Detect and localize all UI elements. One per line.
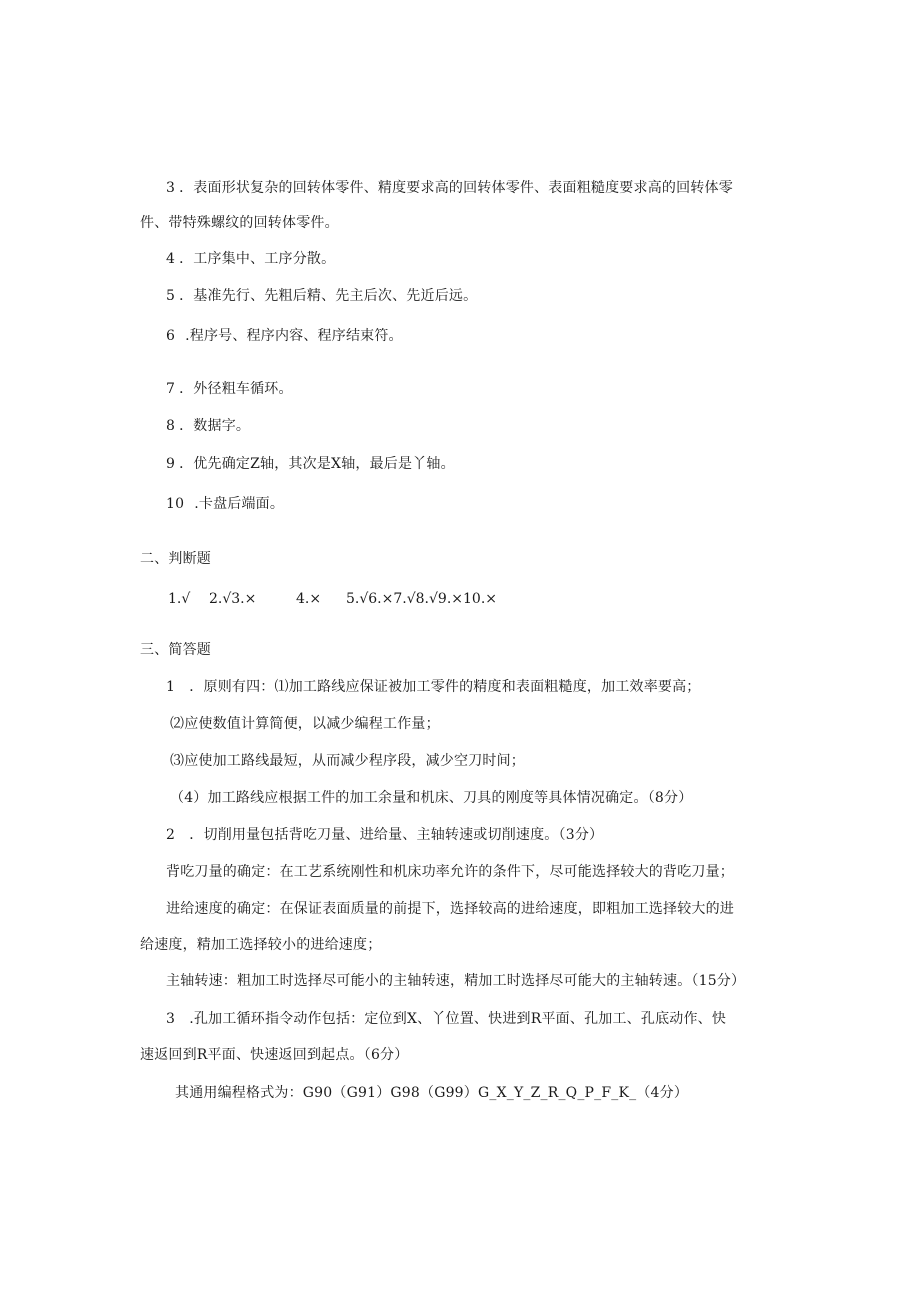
short-answer-line: 1 ．原则有四：⑴加工路线应保证被加工零件的精度和表面粗糙度，加工效率要高； <box>166 679 701 695</box>
short-answer-line: 进给速度的确定：在保证表面质量的前提下，选择较高的进给速度，即粗加工选择较大的进 <box>166 901 734 917</box>
short-answer-line: ⑶应使加工路线最短，从而减少程序段，减少空刀时间； <box>170 753 525 769</box>
short-answer-line: 其通用编程格式为：G90（G91）G98（G99）G_X_Y_Z_R_Q_P_F_K_（4分） <box>175 1085 689 1101</box>
section-title-short-answer: 三、简答题 <box>140 642 211 658</box>
item-text: 件、带特殊螺纹的回转体零件。 <box>140 215 339 231</box>
answer-item-3-continued <box>140 213 339 233</box>
answer-item-7 <box>166 379 293 399</box>
item-text: .卡盘后端面。 <box>194 496 285 512</box>
short-answer-line: 2 ．切削用量包括背吃刀量、进给量、主轴转速或切削速度。（3分） <box>166 827 604 843</box>
answer-item-8 <box>166 416 250 436</box>
item-text: ．基准先行、先粗后精、先主后次、先近后远。 <box>179 288 478 304</box>
judgment-answer-1: 1.√ <box>168 591 191 607</box>
judgment-answer-4: 4.× <box>296 591 322 607</box>
item-number: 9 <box>166 456 176 472</box>
short-answer-line: （4）加工路线应根据工件的加工余量和机床、刀具的刚度等具体情况确定。（8分） <box>170 790 693 806</box>
item-text: ．优先确定Z轴，其次是X轴，最后是丫轴。 <box>179 456 455 472</box>
short-answer-line: ⑵应使数值计算简便，以减少编程工作量； <box>170 716 440 732</box>
item-number: 10 <box>166 496 185 512</box>
item-number: 7 <box>166 381 176 397</box>
answer-item-5 <box>166 286 477 306</box>
answer-item-3 <box>166 178 733 198</box>
short-answer-line: 速返回到R平面、快速返回到起点。（6分） <box>140 1047 409 1063</box>
item-text: .程序号、程序内容、程序结束符。 <box>185 328 403 344</box>
item-number: 3 <box>166 180 176 196</box>
short-answer-line: 3 .孔加工循环指令动作包括：定位到X、丫位置、快进到R平面、孔加工、孔底动作、快 <box>166 1011 727 1027</box>
short-answer-line: 背吃刀量的确定：在工艺系统刚性和机床功率允许的条件下，尽可能选择较大的背吃刀量； <box>166 864 734 880</box>
short-answer-line: 主轴转速：粗加工时选择尽可能小的主轴转速，精加工时选择尽可能大的主轴转速。（15分） <box>166 973 746 989</box>
item-text: ．外径粗车循环。 <box>179 381 293 397</box>
item-number: 6 <box>166 328 176 344</box>
section-title-judgment: 二、判断题 <box>140 551 211 567</box>
answer-item-10 <box>166 494 284 514</box>
judgment-answer-5-10: 5.√6.×7.√8.√9.×10.× <box>346 591 498 607</box>
item-text: ．数据字。 <box>179 418 251 434</box>
answer-item-4 <box>166 249 335 269</box>
answer-item-6 <box>166 326 403 346</box>
judgment-answer-2-3: 2.√3.× <box>209 591 257 607</box>
item-number: 8 <box>166 418 176 434</box>
item-number: 4 <box>166 251 176 267</box>
item-number: 5 <box>166 288 176 304</box>
item-text: ．表面形状复杂的回转体零件、精度要求高的回转体零件、表面粗糙度要求高的回转体零 <box>179 180 733 196</box>
answer-item-9 <box>166 454 455 474</box>
short-answer-line: 给速度，精加工选择较小的进给速度； <box>140 937 382 953</box>
item-text: ．工序集中、工序分散。 <box>179 251 336 267</box>
